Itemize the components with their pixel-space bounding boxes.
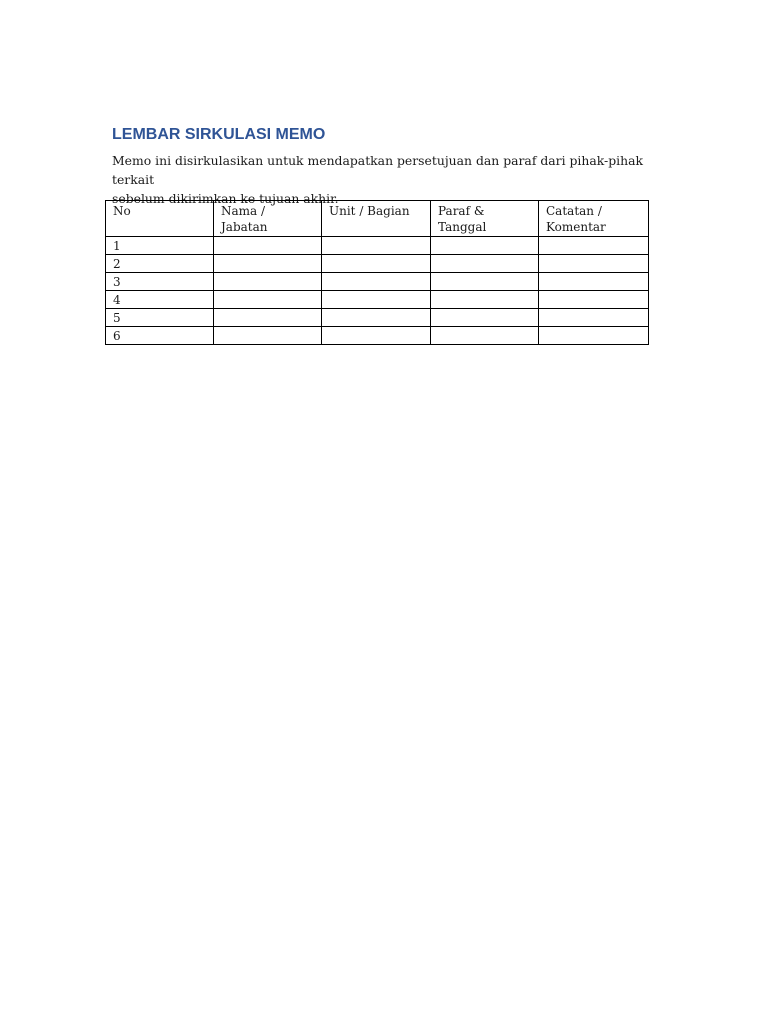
cell-catatan-komentar[interactable] (539, 291, 649, 309)
cell-no: 3 (106, 273, 214, 291)
cell-paraf-tanggal[interactable] (431, 273, 539, 291)
table-row (106, 309, 649, 327)
cell-paraf-tanggal[interactable] (431, 291, 539, 309)
cell-unit-bagian[interactable] (322, 255, 431, 273)
cell-no: 2 (106, 255, 214, 273)
cell-catatan-komentar[interactable] (539, 273, 649, 291)
cell-catatan-komentar[interactable] (539, 255, 649, 273)
table-row (106, 327, 649, 345)
header-catatan-komentar: Catatan / Komentar (539, 201, 649, 237)
cell-unit-bagian[interactable] (322, 291, 431, 309)
table-row (106, 273, 649, 291)
cell-catatan-komentar[interactable] (539, 237, 649, 255)
cell-paraf-tanggal[interactable] (431, 309, 539, 327)
cell-nama-jabatan[interactable] (214, 291, 322, 309)
header-nama-jabatan: Nama / Jabatan (214, 201, 322, 237)
cell-nama-jabatan[interactable] (214, 273, 322, 291)
intro-line-1: Memo ini disirkulasikan untuk mendapatkan persetujuan dan paraf dari pihak-pihak terkait (112, 153, 643, 187)
cell-nama-jabatan[interactable] (214, 255, 322, 273)
cell-nama-jabatan[interactable] (214, 237, 322, 255)
table-body (106, 237, 649, 345)
cell-unit-bagian[interactable] (322, 327, 431, 345)
table-row (106, 255, 649, 273)
header-no: No (106, 201, 214, 237)
cell-no: 5 (106, 309, 214, 327)
cell-paraf-tanggal[interactable] (431, 255, 539, 273)
intro-line-2: sebelum dikirimkan ke tujuan akhir. (112, 191, 339, 206)
cell-no: 6 (106, 327, 214, 345)
header-paraf-tanggal: Paraf & Tanggal (431, 201, 539, 237)
table-row (106, 291, 649, 309)
cell-paraf-tanggal[interactable] (431, 237, 539, 255)
cell-unit-bagian[interactable] (322, 309, 431, 327)
cell-catatan-komentar[interactable] (539, 327, 649, 345)
cell-paraf-tanggal[interactable] (431, 327, 539, 345)
circulation-table (105, 200, 649, 345)
cell-nama-jabatan[interactable] (214, 309, 322, 327)
cell-unit-bagian[interactable] (322, 237, 431, 255)
cell-no: 1 (106, 237, 214, 255)
cell-unit-bagian[interactable] (322, 273, 431, 291)
document-title: LEMBAR SIRKULASI MEMO (112, 126, 326, 143)
cell-nama-jabatan[interactable] (214, 327, 322, 345)
table-header-row (106, 201, 649, 237)
header-unit-bagian: Unit / Bagian (322, 201, 431, 237)
table-row (106, 237, 649, 255)
cell-no: 4 (106, 291, 214, 309)
cell-catatan-komentar[interactable] (539, 309, 649, 327)
